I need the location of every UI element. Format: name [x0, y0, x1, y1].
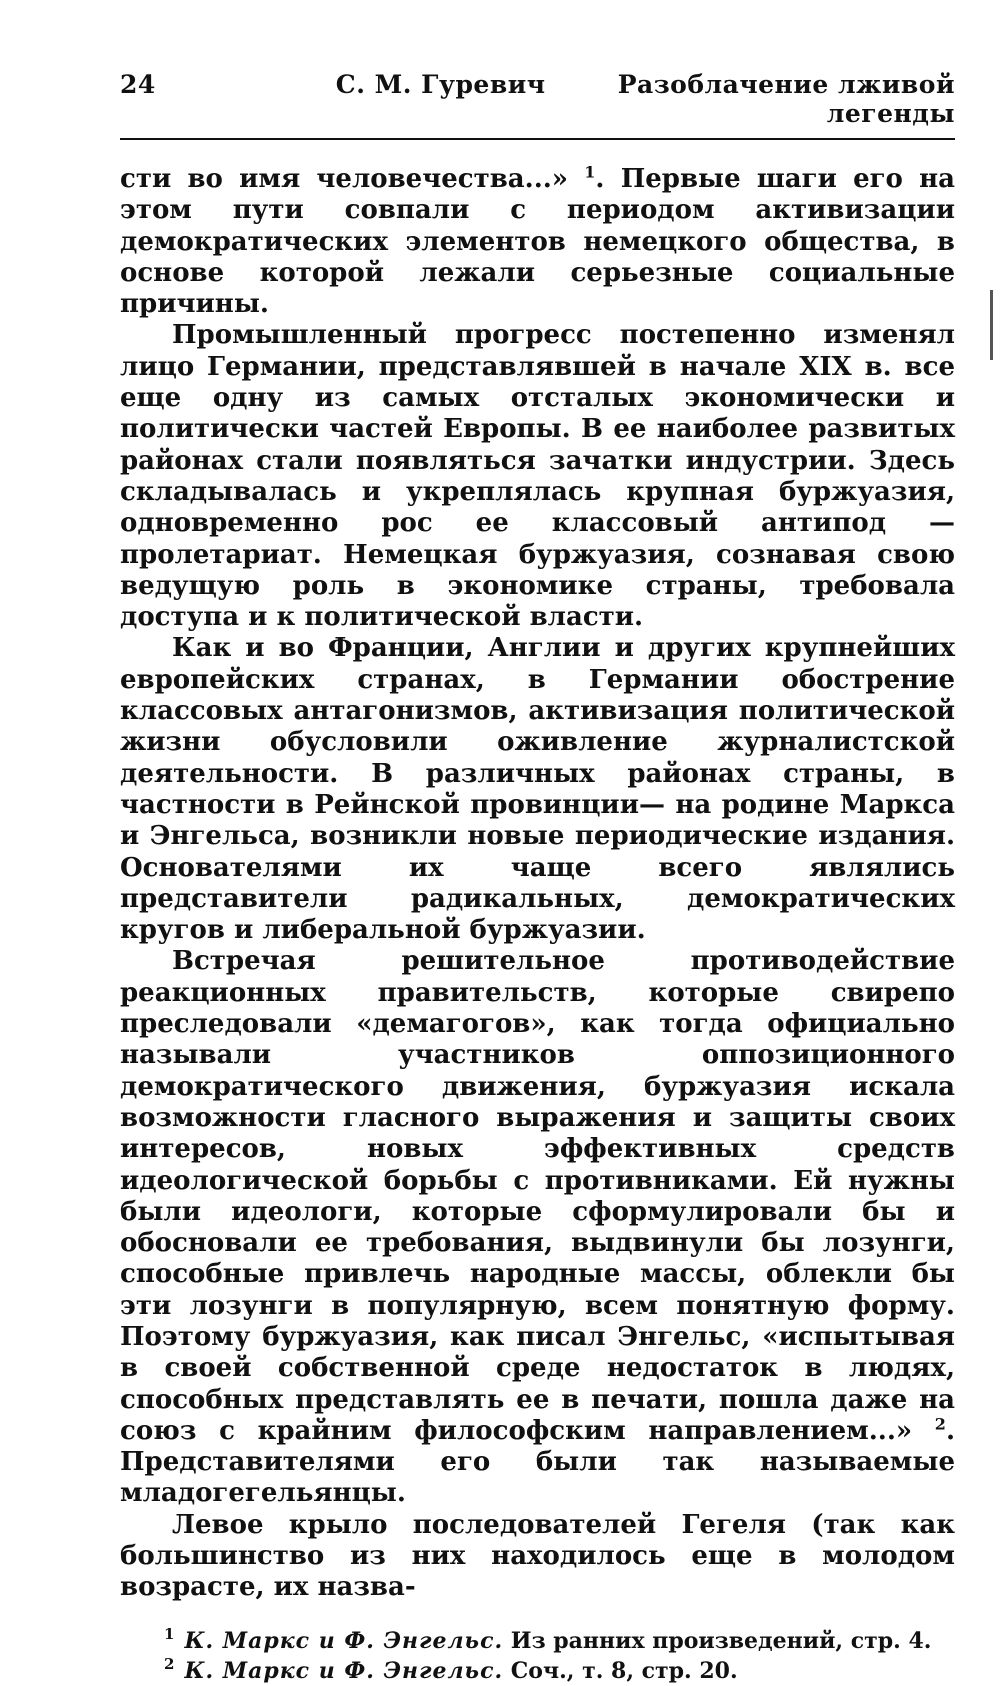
running-head-author: С. М. Гуревич [335, 70, 546, 99]
paragraph [120, 1510, 955, 1604]
footnote-source: Соч., т. 8, стр. 20. [503, 1657, 738, 1684]
paragraph-text: Встречая решительное противодействие реакционных правительств, которые свирепо преследовали «демагогов», как тогда официально называли участников оппозиционного демократического движения, буржуазия искала возможности гласного выражения и защиты своих интересов, новых эффективных средств идеологической борьбы с противниками. Ей нужны были идеологи, которые сформулировали бы и обосновали ее требования, выдвинули бы лозунги, способные привлечь народные массы, облекли бы эти лозунги в популярную, всем понятную форму. Поэтому буржуазия, как писал Энгельс, «испытывая в своей собственной среде недостаток в людях, способных представлять ее в печати, пошла даже на союз с крайним философским направлением...» [120, 946, 955, 1446]
footnote [164, 1626, 955, 1656]
footnote-number: 1 [164, 1625, 175, 1644]
page-edge-mark [990, 290, 993, 360]
footnotes [120, 1626, 955, 1686]
running-head [120, 70, 955, 140]
paragraph-text: Левое крыло последователей Гегеля (так как большинство из них находилось еще в молодом возрасте, их назва- [120, 1509, 955, 1603]
paragraph [120, 946, 955, 1509]
footnote-ref[interactable]: 1 [584, 162, 596, 182]
paragraph-text: Как и во Франции, Англии и других крупнейших европейских странах, в Германии обострение классовых антагонизмов, активизация политической жизни обусловили оживление журналистской деятельности. В различных районах страны, в частности в Рейнской провинции— на родине Маркса и Энгельса, возникли новые периодические издания. Основателями их чаще всего являлись представители радикальных, демократических кругов и либеральной буржуазии. [120, 633, 955, 946]
footnote [164, 1656, 955, 1686]
book-page [120, 70, 955, 1686]
paragraph-text: Промышленный прогресс постепенно изменял лицо Германии, представлявшей в начале XIX в. все еще одну из самых отсталых экономически и политически частей Европы. В ее наиболее развитых районах стали появляться зачатки индустрии. Здесь складывалась и укреплялась крупная буржуазия, одновременно рос ее классовый антипод — пролетариат. Немецкая буржуазия, сознавая свою ведущую роль в экономике страны, требовала доступа и к политической власти. [120, 320, 955, 633]
footnote-authors: К. Маркс и Ф. Энгельс. [184, 1627, 504, 1654]
paragraph [120, 164, 955, 320]
page-number: 24 [120, 70, 156, 99]
body-text [120, 164, 955, 1604]
paragraph [120, 320, 955, 633]
paragraph-text: . Представителями его были так называемые младогегельянцы. [120, 1415, 955, 1509]
footnote-ref[interactable]: 2 [934, 1414, 946, 1434]
footnote-number: 2 [164, 1655, 175, 1674]
footnote-source: Из ранних произведений, стр. 4. [503, 1627, 932, 1654]
paragraph-text: сти во имя человечества...» [120, 164, 585, 194]
running-head-title: Разоблачение лживой легенды [617, 70, 955, 128]
paragraph [120, 633, 955, 946]
footnote-authors: К. Маркс и Ф. Энгельс. [184, 1657, 504, 1684]
paragraph-text: . Первые шаги его на этом пути совпали с периодом активизации демократических элементов немецкого общества, в основе которой лежали серьезные социальные причины. [120, 164, 955, 320]
